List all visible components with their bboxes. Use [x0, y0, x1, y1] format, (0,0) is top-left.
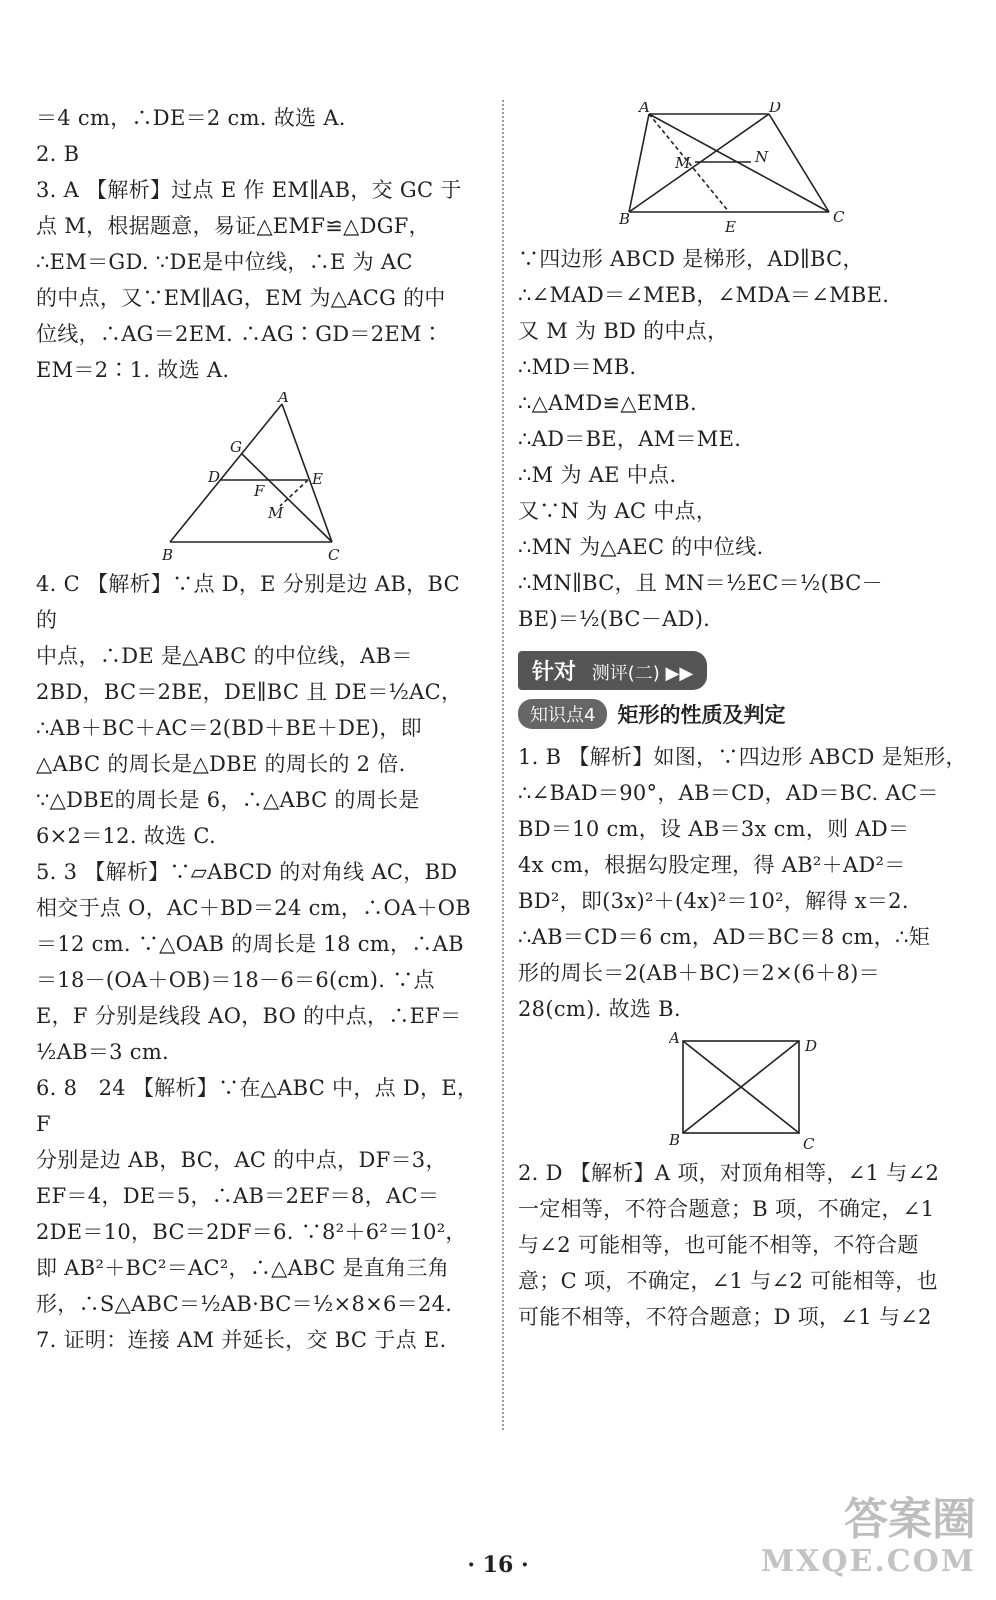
double-chevron-icon: ▶▶ [665, 663, 694, 684]
text-line: 2BD，BC＝2BE，DE∥BC 且 DE＝½AC， [36, 680, 463, 704]
watermark-logo [756, 1496, 976, 1586]
column-divider [502, 100, 504, 1430]
text-line: ∴MD＝MB. [518, 355, 637, 379]
text-line: 4x cm，根据勾股定理，得 AB²＋AD²＝ [518, 853, 906, 877]
watermark-top: 答案圈 [844, 1494, 976, 1545]
text-line: ∴∠MAD＝∠MEB，∠MDA＝∠MBE. [518, 283, 890, 307]
text-line: 与∠2 可能相等，也可能不相等，不符合题 [518, 1233, 919, 1257]
text-line: 2DE＝10，BC＝2DF＝6. ∵8²＋6²＝10²， [36, 1220, 467, 1244]
text-line: ∴∠BAD＝90°，AB＝CD，AD＝BC. AC＝ [518, 781, 939, 805]
text-line: ∴AB＋BC＋AC＝2(BD＋BE＋DE)，即 [36, 716, 422, 740]
label-D: D [805, 1037, 818, 1055]
label-G: G [230, 438, 242, 456]
label-M: M [268, 504, 284, 522]
text-line: ∵四边形 ABCD 是梯形，AD∥BC， [518, 247, 864, 271]
text-line: ∴△AMD≌△EMB. [518, 391, 698, 415]
watermark-bottom: MXQE.COM [760, 1544, 976, 1579]
section-banner [518, 651, 970, 691]
triangle-figure [162, 392, 362, 562]
text-line: 4. C 【解析】∵点 D，E 分别是边 AB，BC 的 [36, 572, 460, 632]
text-line: 又∵N 为 AC 中点， [518, 499, 718, 523]
label-B: B [669, 1131, 681, 1149]
text-line: 6×2＝12. 故选 C. [36, 824, 216, 848]
trapezoid-figure [619, 102, 869, 237]
label-C: C [833, 208, 845, 226]
left-column [36, 100, 488, 1358]
text-line: 6. 8 24 【解析】∵在△ABC 中，点 D，E，F [36, 1076, 479, 1136]
label-A: A [639, 102, 650, 116]
text-line: 位线，∴AG＝2EM. ∴AG∶GD＝2EM∶ [36, 322, 444, 346]
knowledge-point-title: 矩形的性质及判定 [617, 703, 786, 727]
knowledge-point-tag: 知识点4 [518, 699, 607, 729]
text-line: 2. B [36, 142, 80, 166]
text-line: 一定相等，不符合题意；B 项，不确定，∠1 [518, 1197, 935, 1221]
banner-text: 测评(二) [591, 663, 660, 684]
text-line: 形的周长＝2(AB＋BC)＝2×(6＋8)＝ [518, 961, 880, 985]
text-line: ∴M 为 AE 中点. [518, 463, 677, 487]
label-B: B [162, 546, 174, 562]
knowledge-point-heading [518, 699, 970, 729]
text-line: 又 M 为 BD 的中点， [518, 319, 729, 343]
text-line: 2. D 【解析】A 项，对顶角相等，∠1 与∠2 [518, 1161, 940, 1185]
text-line: ∴EM＝GD. ∵DE是中位线，∴E 为 AC [36, 250, 413, 274]
text-line: ∴AB＝CD＝6 cm，AD＝BC＝8 cm，∴矩 [518, 925, 931, 949]
label-C: C [803, 1135, 815, 1151]
text-line: △ABC 的周长是△DBE 的周长的 2 倍. [36, 752, 406, 776]
text-line: 3. A 【解析】过点 E 作 EM∥AB，交 GC 于 [36, 178, 462, 202]
text-line: BD＝10 cm，设 AB＝3x cm，则 AD＝ [518, 817, 910, 841]
text-line: 意；C 项，不确定，∠1 与∠2 可能相等，也 [518, 1269, 938, 1293]
text-line: ＝12 cm. ∵△OAB 的周长是 18 cm，∴AB [36, 932, 464, 956]
text-line: 7. 证明：连接 AM 并延长，交 BC 于点 E. [36, 1328, 447, 1352]
text-line: 5. 3 【解析】∵▱ABCD 的对角线 AC，BD [36, 860, 458, 884]
text-line: EM＝2∶1. 故选 A. [36, 358, 230, 382]
label-D: D [208, 468, 221, 486]
text-line: 28(cm). 故选 B. [518, 997, 681, 1021]
text-line: EF＝4，DE＝5，∴AB＝2EF＝8，AC＝ [36, 1184, 440, 1208]
text-line: ∴AD＝BE，AM＝ME. [518, 427, 742, 451]
label-N: N [755, 148, 769, 166]
text-line: 即 AB²＋BC²＝AC²，∴△ABC 是直角三角 [36, 1256, 450, 1280]
text-line: ∴MN 为△AEC 的中位线. [518, 535, 764, 559]
text-line: 中点，∴DE 是△ABC 的中位线，AB＝ [36, 644, 413, 668]
text-line: ＝4 cm，∴DE＝2 cm. 故选 A. [36, 106, 346, 130]
text-line: ∴MN∥BC，且 MN＝½EC＝½(BC－ [518, 571, 883, 595]
label-A: A [669, 1031, 680, 1047]
rectangle-figure [669, 1031, 819, 1151]
text-line: BD²，即(3x)²＋(4x)²＝10²，解得 x＝2. [518, 889, 909, 913]
label-E: E [312, 470, 323, 488]
text-line: ＝18－(OA＋OB)＝18－6＝6(cm). ∵点 [36, 968, 435, 992]
text-line: 形，∴S△ABC＝½AB·BC＝½×8×6＝24. [36, 1292, 453, 1316]
text-line: BE)＝½(BC－AD). [518, 607, 711, 631]
right-column [518, 100, 970, 1335]
label-F: F [254, 482, 265, 500]
text-line: 的中点，又∵EM∥AG，EM 为△ACG 的中 [36, 286, 446, 310]
text-line: ½AB＝3 cm. [36, 1040, 170, 1064]
page-number: · 16 · [467, 1552, 529, 1578]
text-line: 点 M，根据题意，易证△EMF≌△DGF， [36, 214, 430, 238]
text-line: 1. B 【解析】如图，∵四边形 ABCD 是矩形， [518, 745, 967, 769]
label-M: M [675, 154, 691, 172]
text-line: 相交于点 O，AC＋BD＝24 cm，∴OA＋OB [36, 896, 471, 920]
text-line: 分别是边 AB，BC，AC 的中点，DF＝3， [36, 1148, 447, 1172]
label-E: E [725, 218, 736, 236]
text-line: ∵△DBE的周长是 6，∴△ABC 的周长是 [36, 788, 420, 812]
label-B: B [619, 210, 631, 228]
banner-strong: 针对 [532, 660, 577, 685]
text-line: 可能不相等，不符合题意；D 项，∠1 与∠2 [518, 1305, 932, 1329]
label-D: D [769, 102, 782, 116]
label-A: A [278, 392, 289, 406]
text-line: E，F 分别是线段 AO，BO 的中点，∴EF＝ [36, 1004, 462, 1028]
label-C: C [328, 546, 340, 562]
